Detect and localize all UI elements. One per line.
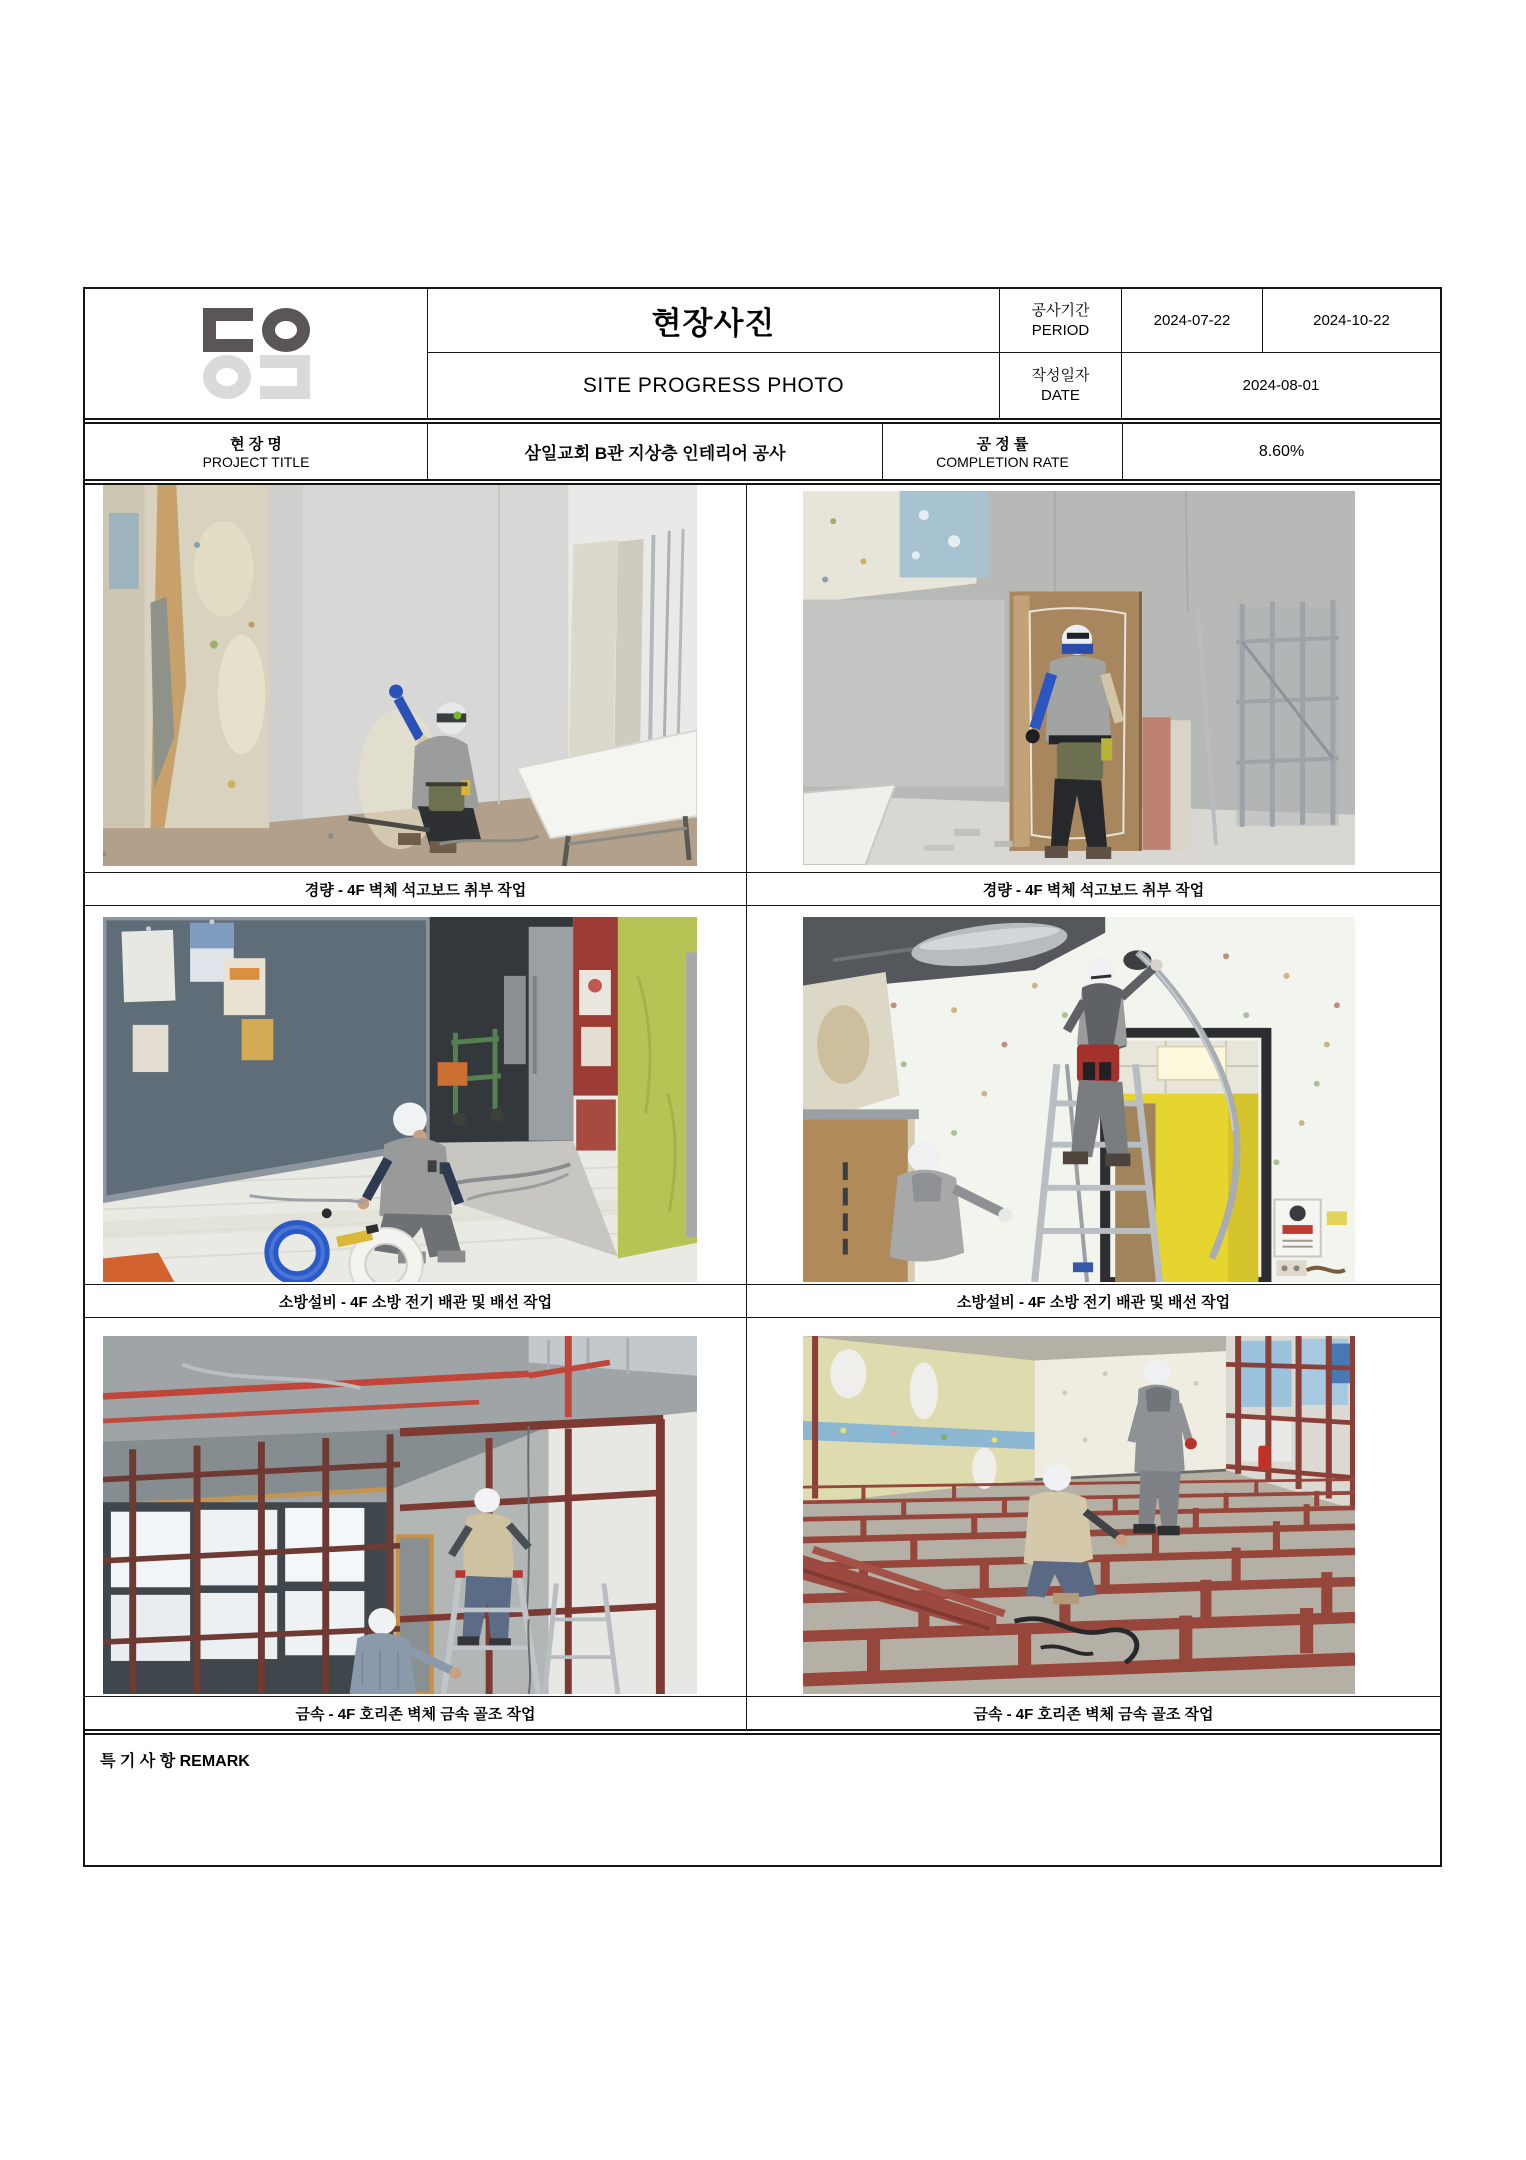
report-title-korean: 현장사진 [427, 289, 999, 352]
site-photo-6-floor-framing [803, 1336, 1355, 1694]
lime-wall [618, 917, 697, 1258]
logo-glyph-o-flipped [203, 355, 251, 399]
photo-caption-4: 소방설비 - 4F 소방 전기 배관 및 배선 작업 [747, 1284, 1440, 1317]
photo-cell-3 [85, 905, 747, 1284]
date-label [999, 352, 1121, 418]
project-title-label-english: PROJECT TITLE [202, 454, 310, 470]
project-info-row [85, 424, 1440, 479]
left-wall [803, 1336, 1035, 1504]
completion-rate-label-english: COMPLETION RATE [936, 454, 1069, 470]
company-logo [85, 289, 427, 418]
period-label-english: PERIOD [1031, 321, 1090, 339]
cctv-sign [1274, 1200, 1320, 1257]
logo-mark-light [203, 355, 310, 399]
project-title-label-korean: 현 장 명 [230, 436, 282, 453]
report-header [85, 289, 1440, 418]
remark-section [85, 1735, 1440, 1865]
scaffold-frames [1236, 600, 1339, 827]
date-label-english: DATE [1041, 386, 1080, 404]
photo-cell-2 [747, 485, 1440, 872]
completion-rate-value: 8.60% [1122, 424, 1440, 479]
project-title-value: 삼일교회 B관 지상층 인테리어 공사 [427, 424, 882, 479]
report-date-value: 2024-08-01 [1121, 352, 1440, 418]
red-wall [573, 917, 619, 1151]
photo-caption-5: 금속 - 4F 호리존 벽체 금속 골조 작업 [85, 1696, 747, 1729]
photo-cell-4 [747, 905, 1440, 1284]
window-wall [103, 1502, 392, 1694]
logo-glyph-o [262, 308, 310, 352]
photo-caption-2: 경량 - 4F 벽체 석고보드 취부 작업 [747, 872, 1440, 905]
remark-label: 특 기 사 항 REMARK [100, 1753, 250, 1770]
photo-cell-1 [85, 485, 747, 872]
photo-grid [85, 485, 1440, 1729]
back-wall [1035, 1351, 1226, 1479]
logo-glyph-d-flipped [260, 355, 310, 399]
site-photo-1-drywall-work [103, 485, 697, 866]
photo-caption-3: 소방설비 - 4F 소방 전기 배관 및 배선 작업 [85, 1284, 747, 1317]
logo-mark-dark [203, 308, 310, 352]
period-label [999, 289, 1121, 352]
photo-cell-6 [747, 1317, 1440, 1696]
period-label-korean: 공사기간 [1031, 302, 1090, 319]
completion-rate-label [882, 424, 1122, 479]
period-end-date: 2024-10-22 [1262, 289, 1440, 352]
site-photo-2-drywall-boards [803, 491, 1355, 865]
old-wall [103, 485, 269, 828]
progress-photo-report [83, 287, 1442, 1867]
report-title-english: SITE PROGRESS PHOTO [427, 352, 999, 418]
site-photo-4-conduit-work [803, 917, 1355, 1282]
site-photo-3-wiring-floor [103, 917, 697, 1282]
completion-rate-label-korean: 공 정 률 [976, 436, 1029, 453]
date-label-korean: 작성일자 [1031, 367, 1090, 384]
photo-cell-5 [85, 1317, 747, 1696]
site-photo-5-wall-framing [103, 1336, 697, 1694]
period-start-date: 2024-07-22 [1121, 289, 1262, 352]
photo-caption-6: 금속 - 4F 호리존 벽체 금속 골조 작업 [747, 1696, 1440, 1729]
project-title-label [85, 424, 427, 479]
logo-glyph-d [203, 308, 253, 352]
photo-caption-1: 경량 - 4F 벽체 석고보드 취부 작업 [85, 872, 747, 905]
